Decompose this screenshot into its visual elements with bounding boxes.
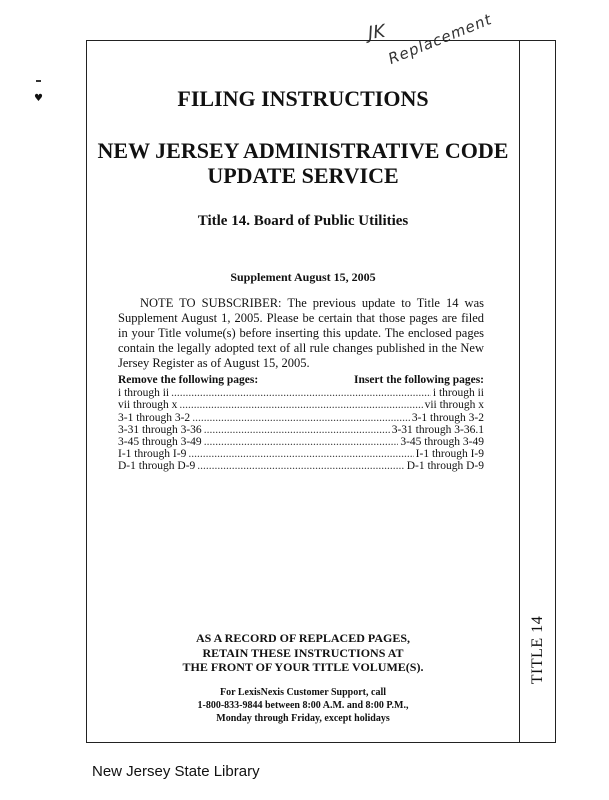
code-title-line2: UPDATE SERVICE (207, 163, 399, 188)
insert-pages: 3-1 through 3-2 (411, 411, 484, 424)
library-stamp: New Jersey State Library (92, 763, 260, 780)
remove-pages: I-1 through I-9 (118, 448, 187, 461)
handwritten-note: Replacement (385, 10, 495, 68)
record-line: AS A RECORD OF REPLACED PAGES, (195, 631, 411, 645)
remove-pages: D-1 through D-9 (118, 460, 196, 473)
spine-tab (522, 610, 554, 690)
subscriber-note-text: NOTE TO SUBSCRIBER: The previous update to Title 14 was Supplement August 1, 2005. Please be certain that those pages are filed in your Title volume(s) before inserting this update. The enclosed pages contain the legally adopted text of all rule changes published in the New Jersey Register as of August 15, 2005. (118, 296, 484, 370)
insert-pages: I-1 through I-9 (415, 448, 484, 461)
support-line: 1-800-833-9844 between 8:00 A.M. and 8:00 P.M., (197, 700, 409, 711)
page-list-header (118, 374, 484, 386)
insert-pages: i through ii (432, 387, 484, 400)
page-row (118, 387, 484, 399)
insert-pages: vii through x (424, 399, 484, 412)
spine-label: TITLE 14 (529, 615, 547, 685)
page-list (118, 374, 484, 473)
margin-glyph: ♥ (34, 93, 43, 104)
page-row (118, 436, 484, 448)
remove-header: Remove the following pages: (118, 374, 259, 386)
handwritten-initials: JK (366, 20, 387, 45)
support-line: For LexisNexis Customer Support, call (219, 687, 386, 698)
insert-header: Insert the following pages: (353, 374, 484, 386)
code-title-line1: NEW JERSEY ADMINISTRATIVE CODE (97, 138, 509, 163)
insert-pages: 3-45 through 3-49 (400, 436, 484, 449)
page-title: FILING INSTRUCTIONS (177, 86, 429, 111)
support-line: Monday through Friday, except holidays (216, 713, 390, 724)
page-row (118, 424, 484, 436)
page-row (118, 412, 484, 424)
remove-pages: 3-1 through 3-2 (118, 411, 191, 424)
remove-pages: 3-31 through 3-36 (118, 423, 202, 436)
insert-pages: 3-31 through 3-36.1 (391, 423, 484, 436)
insert-pages: D-1 through D-9 (406, 460, 484, 473)
remove-pages: i through ii (118, 387, 170, 400)
record-line: THE FRONT OF YOUR TITLE VOLUME(S). (182, 660, 424, 674)
supplement-date: Supplement August 15, 2005 (230, 270, 376, 284)
subscriber-note (118, 296, 484, 371)
page-row (118, 460, 484, 472)
record-line: RETAIN THESE INSTRUCTIONS AT (202, 645, 404, 660)
record-instructions (86, 631, 520, 675)
code-title (86, 138, 520, 188)
remove-pages: 3-45 through 3-49 (118, 436, 202, 449)
title-section: Title 14. Board of Public Utilities (197, 213, 409, 229)
margin-mark (36, 80, 41, 82)
remove-pages: vii through x (118, 399, 178, 412)
page-row (118, 399, 484, 411)
customer-support (86, 686, 520, 725)
page-row (118, 448, 484, 460)
